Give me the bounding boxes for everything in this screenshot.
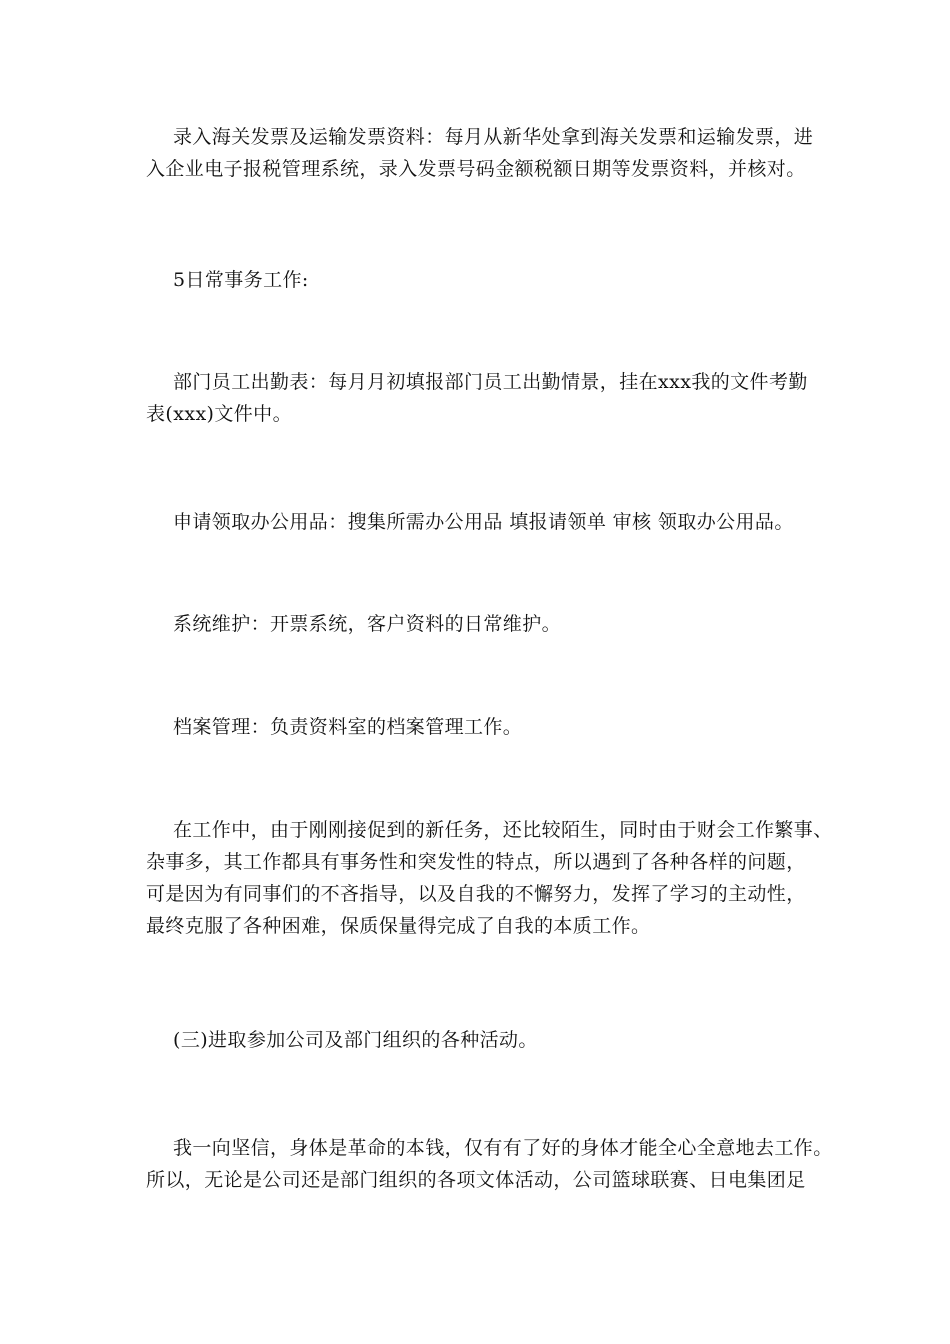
paragraph-line: 申请领取办公用品：搜集所需办公用品 填报请领单 审核 领取办公用品。: [173, 511, 794, 533]
paragraph-line: 系统维护：开票系统，客户资料的日常维护。: [173, 613, 562, 635]
paragraph-line: 可是因为有同事们的不吝指导，以及自我的不懈努力，发挥了学习的主动性，: [146, 883, 806, 905]
paragraph-line: (三)进取参加公司及部门组织的各种活动。: [173, 1029, 538, 1051]
paragraph-line: 档案管理：负责资料室的档案管理工作。: [173, 716, 523, 738]
paragraph-line: 5日常事务工作:: [173, 269, 309, 291]
paragraph-line: 入企业电子报税管理系统，录入发票号码金额税额日期等发票资料，并核对。: [146, 158, 806, 180]
paragraph-system-maintenance: [146, 608, 826, 640]
paragraph-line: 部门员工出勤表：每月月初填报部门员工出勤情景，挂在xxx我的文件考勤: [173, 371, 808, 393]
paragraph-attendance: [146, 366, 826, 430]
paragraph-archive-management: [146, 711, 826, 743]
paragraph-line: 最终克服了各种困难，保质保量得完成了自我的本质工作。: [146, 915, 651, 937]
paragraph-invoice-entry: [146, 121, 826, 185]
paragraph-work-summary: [146, 814, 833, 942]
paragraph-health-belief: [146, 1132, 833, 1196]
paragraph-line: 录入海关发票及运输发票资料：每月从新华处拿到海关发票和运输发票，进: [173, 126, 814, 148]
paragraph-office-supplies: [146, 506, 826, 538]
section-heading-daily-affairs: [146, 264, 826, 296]
paragraph-line: 所以，无论是公司还是部门组织的各项文体活动，公司篮球联赛、日电集团足: [146, 1169, 806, 1191]
paragraph-line: 表(xxx)文件中。: [146, 403, 292, 425]
paragraph-line: 我一向坚信，身体是革命的本钱，仅有有了好的身体才能全心全意地去工作。: [173, 1137, 833, 1159]
section-heading-activities: [146, 1024, 826, 1056]
paragraph-line: 在工作中，由于刚刚接促到的新任务，还比较陌生，同时由于财会工作繁事、: [173, 819, 833, 841]
paragraph-line: 杂事多，其工作都具有事务性和突发性的特点，所以遇到了各种各样的问题，: [146, 851, 806, 873]
